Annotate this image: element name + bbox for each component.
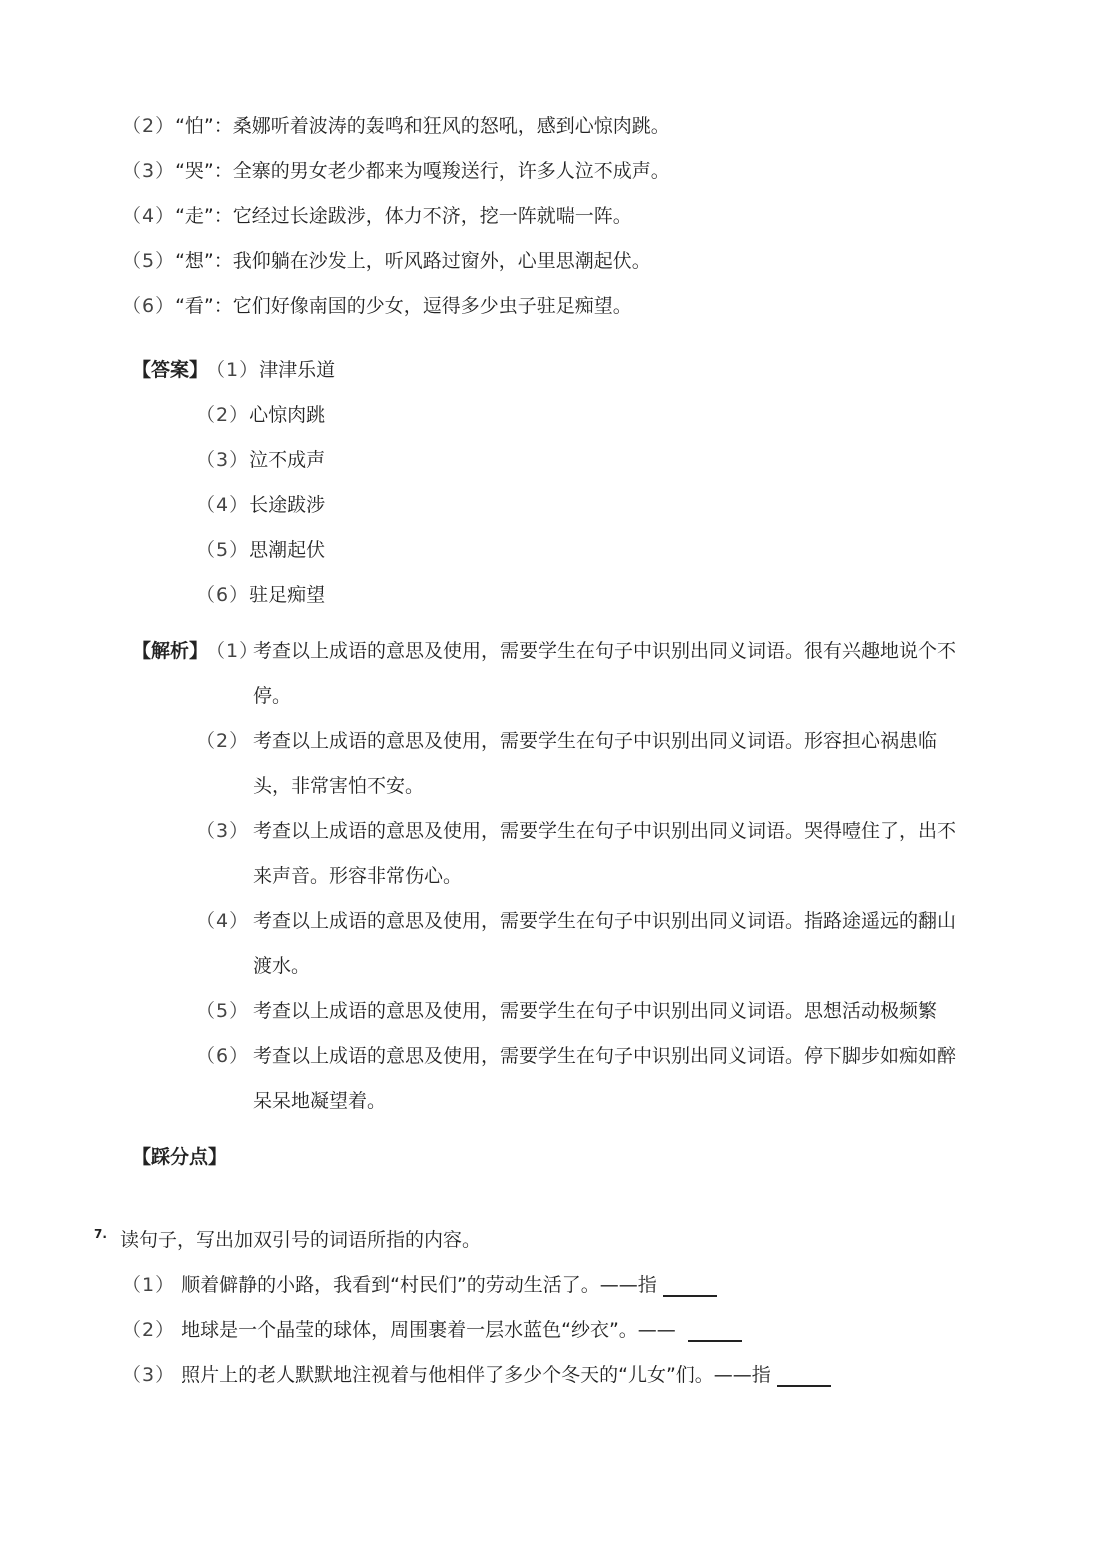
item-number: （1） bbox=[122, 1274, 176, 1296]
prev-item bbox=[122, 204, 632, 228]
item-text: “哭”：全寨的男女老少都来为嘎羧送行，许多人泣不成声。 bbox=[175, 160, 670, 182]
answer-label: 【答案】 bbox=[132, 359, 209, 381]
analysis-text-cont: 来声音。形容非常伤心。 bbox=[253, 865, 463, 887]
prev-item bbox=[122, 249, 651, 273]
item-number: （3） bbox=[122, 160, 176, 182]
item-text: 泣不成声 bbox=[249, 449, 326, 471]
analysis-text-cont: 停。 bbox=[253, 685, 292, 707]
item-number: （6） bbox=[196, 584, 250, 606]
analysis-number: （4） bbox=[196, 910, 250, 932]
answer-blank[interactable] bbox=[663, 1277, 717, 1297]
item-text: 思潮起伏 bbox=[249, 539, 326, 561]
answer-item bbox=[196, 538, 325, 562]
analysis-number: （3） bbox=[196, 820, 250, 842]
scoring-points-label: 【踩分点】 bbox=[132, 1146, 228, 1168]
analysis-text-cont: 呆呆地凝望着。 bbox=[253, 1090, 387, 1112]
item-text: “走”：它经过长途跋涉，体力不济，挖一阵就喘一阵。 bbox=[175, 205, 632, 227]
prev-item bbox=[122, 159, 670, 183]
prev-item bbox=[122, 294, 632, 318]
item-text: “怕”：桑娜听着波涛的轰鸣和狂风的怒吼，感到心惊肉跳。 bbox=[175, 115, 670, 137]
answer-item bbox=[196, 403, 325, 427]
question-item bbox=[122, 1363, 831, 1387]
analysis-number: （1） bbox=[206, 640, 260, 662]
item-text: 津津乐道 bbox=[259, 359, 336, 381]
analysis-label: 【解析】 bbox=[132, 640, 209, 662]
item-number: （5） bbox=[122, 250, 176, 272]
analysis-text: 考查以上成语的意思及使用，需要学生在句子中识别出同义词语。哭得噎住了，出不 bbox=[253, 820, 957, 842]
item-text: 心惊肉跳 bbox=[249, 404, 326, 426]
item-number: （2） bbox=[196, 404, 250, 426]
item-number: （6） bbox=[122, 295, 176, 317]
question-item bbox=[122, 1318, 742, 1342]
item-text: 地球是一个晶莹的球体，周围裹着一层水蓝色“纱衣”。—— bbox=[181, 1319, 676, 1341]
question-number: 7. bbox=[94, 1227, 107, 1241]
item-text: “想”：我仰躺在沙发上，听风路过窗外，心里思潮起伏。 bbox=[175, 250, 651, 272]
item-number: （4） bbox=[122, 205, 176, 227]
answer-item bbox=[196, 583, 325, 607]
item-number: （2） bbox=[122, 1319, 176, 1341]
analysis-text: 考查以上成语的意思及使用，需要学生在句子中识别出同义词语。停下脚步如痴如醉 bbox=[253, 1045, 957, 1067]
analysis-text: 考查以上成语的意思及使用，需要学生在句子中识别出同义词语。形容担心祸患临 bbox=[253, 730, 938, 752]
item-text: 驻足痴望 bbox=[249, 584, 326, 606]
analysis-text: 考查以上成语的意思及使用，需要学生在句子中识别出同义词语。指路途遥远的翻山 bbox=[253, 910, 957, 932]
analysis-number: （5） bbox=[196, 1000, 250, 1022]
analysis-text: 考查以上成语的意思及使用，需要学生在句子中识别出同义词语。思想活动极频繁 bbox=[253, 1000, 938, 1022]
analysis-text: 考查以上成语的意思及使用，需要学生在句子中识别出同义词语。很有兴趣地说个不 bbox=[253, 640, 957, 662]
question-stem: 读句子，写出加双引号的词语所指的内容。 bbox=[120, 1229, 482, 1251]
answer-item bbox=[206, 358, 335, 382]
analysis-number: （6） bbox=[196, 1045, 250, 1067]
analysis-text-cont: 头，非常害怕不安。 bbox=[253, 775, 425, 797]
analysis-text-cont: 渡水。 bbox=[253, 955, 311, 977]
answer-item bbox=[196, 493, 325, 517]
item-number: （3） bbox=[122, 1364, 176, 1386]
item-number: （4） bbox=[196, 494, 250, 516]
item-text: “看”：它们好像南国的少女，逗得多少虫子驻足痴望。 bbox=[175, 295, 632, 317]
item-number: （3） bbox=[196, 449, 250, 471]
item-number: （2） bbox=[122, 115, 176, 137]
item-text: 照片上的老人默默地注视着与他相伴了多少个冬天的“儿女”们。——指 bbox=[181, 1364, 771, 1386]
answer-blank[interactable] bbox=[688, 1322, 742, 1342]
item-number: （5） bbox=[196, 539, 250, 561]
analysis-number: （2） bbox=[196, 730, 250, 752]
question-item bbox=[122, 1273, 717, 1297]
answer-item bbox=[196, 448, 325, 472]
item-number: （1） bbox=[206, 359, 260, 381]
item-text: 顺着僻静的小路，我看到“村民们”的劳动生活了。——指 bbox=[181, 1274, 657, 1296]
answer-blank[interactable] bbox=[777, 1367, 831, 1387]
prev-item bbox=[122, 114, 670, 138]
item-text: 长途跋涉 bbox=[249, 494, 326, 516]
